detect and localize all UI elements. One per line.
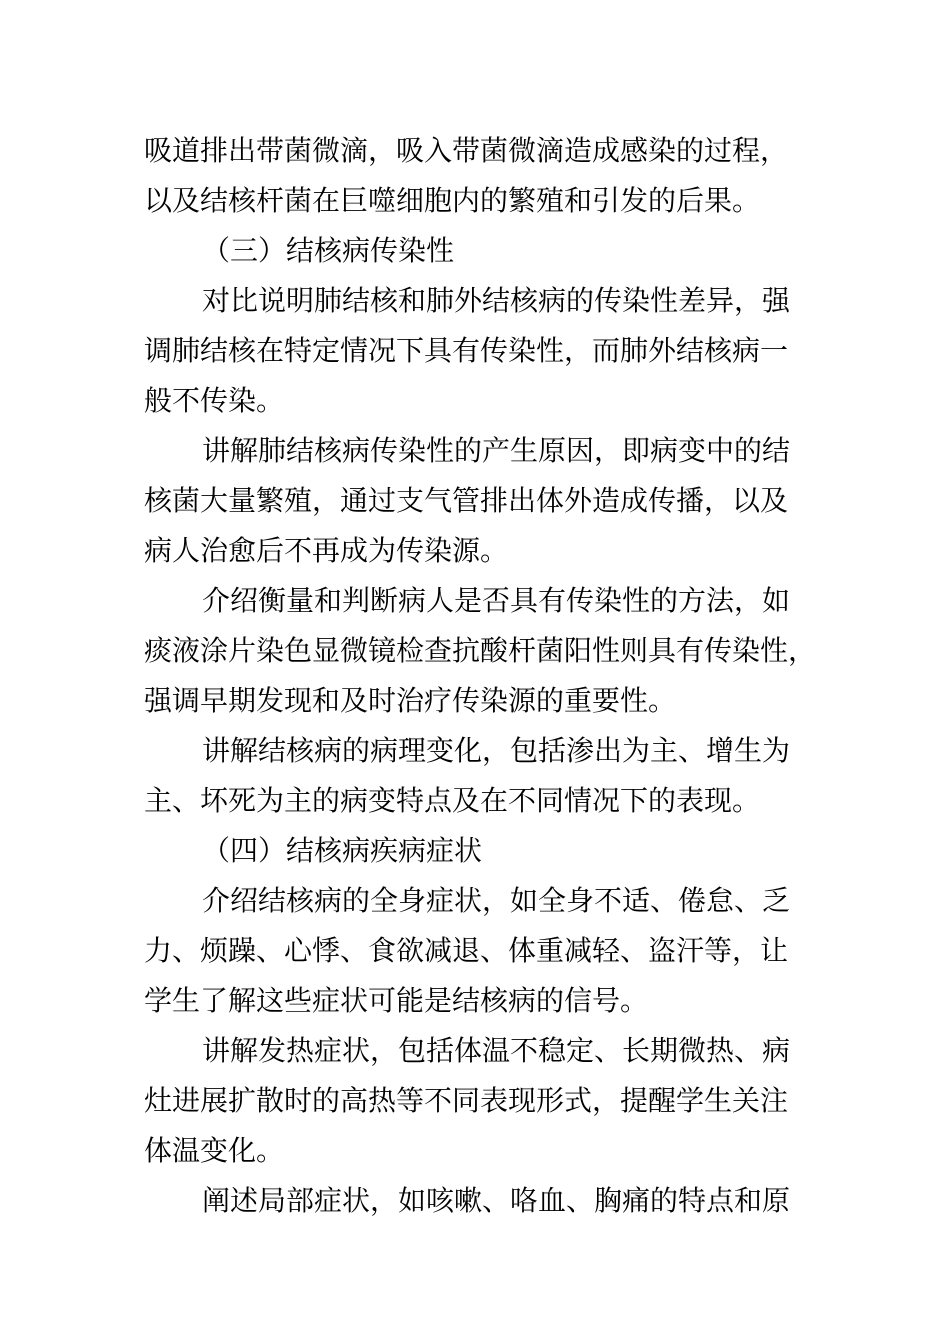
- text-line-8: 核菌大量繁殖，通过支气管排出体外造成传播，以及: [144, 484, 789, 517]
- text-line-16: 介绍结核病的全身症状，如全身不适、倦怠、乏: [202, 884, 791, 917]
- text-line-4: 对比说明肺结核和肺外结核病的传染性差异，强: [202, 284, 791, 317]
- text-line-21: 体温变化。: [144, 1134, 285, 1167]
- text-line-14: 主、坏死为主的病变特点及在不同情况下的表现。: [144, 784, 761, 817]
- text-line-5: 调肺结核在特定情况下具有传染性，而肺外结核病一: [144, 334, 789, 367]
- text-line-19: 讲解发热症状，包括体温不稳定、长期微热、病: [202, 1034, 791, 1067]
- text-line-9: 病人治愈后不再成为传染源。: [144, 534, 509, 567]
- text-line-13: 讲解结核病的病理变化，包括渗出为主、增生为: [202, 734, 791, 767]
- section-heading-4: （四）结核病疾病症状: [202, 834, 483, 867]
- body-text: [144, 126, 844, 1226]
- text-line-11: 痰液涂片染色显微镜检查抗酸杆菌阳性则具有传染性，: [144, 634, 817, 667]
- text-line-1: 吸道排出带菌微滴，吸入带菌微滴造成感染的过程，: [144, 134, 789, 167]
- text-line-20: 灶进展扩散时的高热等不同表现形式，提醒学生关注: [144, 1084, 789, 1117]
- text-line-6: 般不传染。: [144, 384, 285, 417]
- text-line-7: 讲解肺结核病传染性的产生原因，即病变中的结: [202, 434, 791, 467]
- text-line-18: 学生了解这些症状可能是结核病的信号。: [144, 984, 649, 1017]
- text-line-12: 强调早期发现和及时治疗传染源的重要性。: [144, 684, 677, 717]
- text-line-2: 以及结核杆菌在巨噬细胞内的繁殖和引发的后果。: [144, 184, 761, 217]
- text-line-17: 力、烦躁、心悸、食欲减退、体重减轻、盗汗等，让: [144, 934, 789, 967]
- section-heading-3: （三）结核病传染性: [202, 234, 455, 267]
- text-line-22: 阐述局部症状，如咳嗽、咯血、胸痛的特点和原: [202, 1184, 791, 1217]
- text-line-10: 介绍衡量和判断病人是否具有传染性的方法，如: [202, 584, 791, 617]
